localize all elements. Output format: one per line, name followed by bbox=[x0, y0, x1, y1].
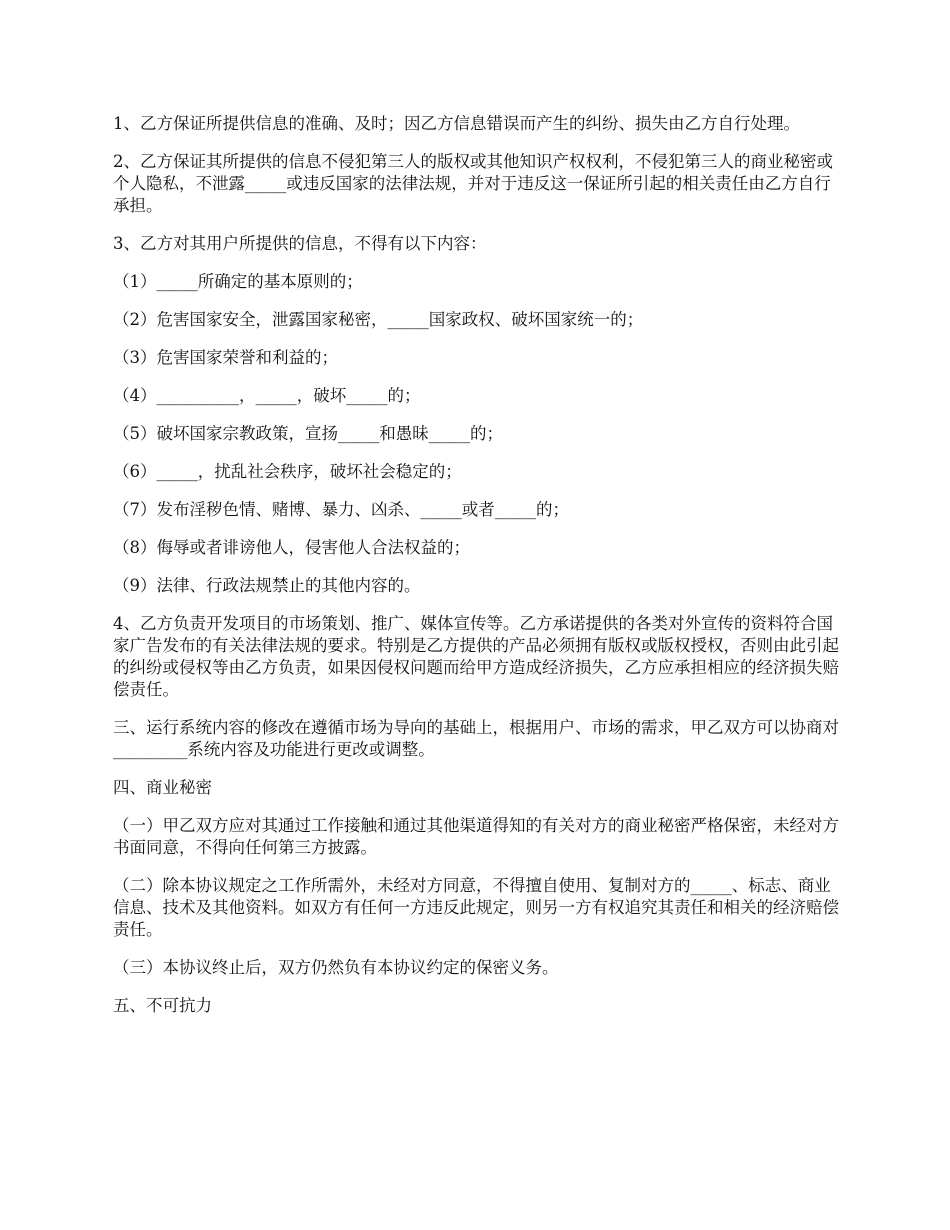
section-4-item-3: （三）本协议终止后，双方仍然负有本协议约定的保密义务。 bbox=[113, 958, 559, 977]
sub-item-6: （6）_____，扰乱社会秩序，破坏社会稳定的； bbox=[113, 462, 462, 481]
document-body bbox=[113, 113, 841, 1033]
sub-item-7: （7）发布淫秽色情、赌博、暴力、凶杀、_____或者_____的； bbox=[113, 500, 569, 519]
section-4-item-1: （一）甲乙双方应对其通过工作接触和通过其他渠道得知的有关对方的商业秘密严格保密，未经对方书面同意，不得向任何第三方披露。 bbox=[113, 816, 839, 857]
sub-item-3: （3）危害国家荣誉和利益的； bbox=[113, 348, 338, 367]
clause-1: 1、乙方保证所提供信息的准确、及时；因乙方信息错误而产生的纠纷、损失由乙方自行处理。 bbox=[113, 114, 800, 133]
section-5-heading: 五、不可抗力 bbox=[113, 996, 212, 1015]
section-4-heading: 四、商业秘密 bbox=[113, 778, 212, 797]
sub-item-8: （8）侮辱或者诽谤他人，侵害他人合法权益的； bbox=[113, 538, 470, 557]
clause-3: 3、乙方对其用户所提供的信息，不得有以下内容： bbox=[113, 234, 487, 253]
sub-item-5: （5）破坏国家宗教政策，宣扬_____和愚昧_____的； bbox=[113, 424, 503, 443]
clause-4: 4、乙方负责开发项目的市场策划、推广、媒体宣传等。乙方承诺提供的各类对外宣传的资料符合国家广告发布的有关法律法规的要求。特别是乙方提供的产品必须拥有版权或版权授权，否则由此引起的纠纷或侵权等由乙方负责，如果因侵权问题而给甲方造成经济损失，乙方应承担相应的经济损失赔偿责任。 bbox=[113, 614, 839, 699]
sub-item-2: （2）危害国家安全，泄露国家秘密，_____国家政权、破坏国家统一的； bbox=[113, 310, 644, 329]
section-4-item-2: （二）除本协议规定之工作所需外，未经对方同意，不得擅自使用、复制对方的_____、标志、商业信息、技术及其他资料。如双方有任何一方违反此规定，则另一方有权追究其责任和相关的经济赔偿责任。 bbox=[113, 876, 839, 939]
clause-2: 2、乙方保证其所提供的信息不侵犯第三人的版权或其他知识产权权利，不侵犯第三人的商业秘密或个人隐私，不泄露_____或违反国家的法律法规，并对于违反这一保证所引起的相关责任由乙方自行承担。 bbox=[113, 152, 833, 215]
sub-item-9: （9）法律、行政法规禁止的其他内容的。 bbox=[113, 576, 421, 595]
sub-item-4: （4）__________，_____，破坏_____的； bbox=[113, 386, 421, 405]
section-3-content-modification: 三、运行系统内容的修改在遵循市场为导向的基础上，根据用户、市场的需求，甲乙双方可以协商对_________系统内容及功能进行更改或调整。 bbox=[113, 718, 839, 759]
sub-item-1: （1）_____所确定的基本原则的； bbox=[113, 272, 363, 291]
